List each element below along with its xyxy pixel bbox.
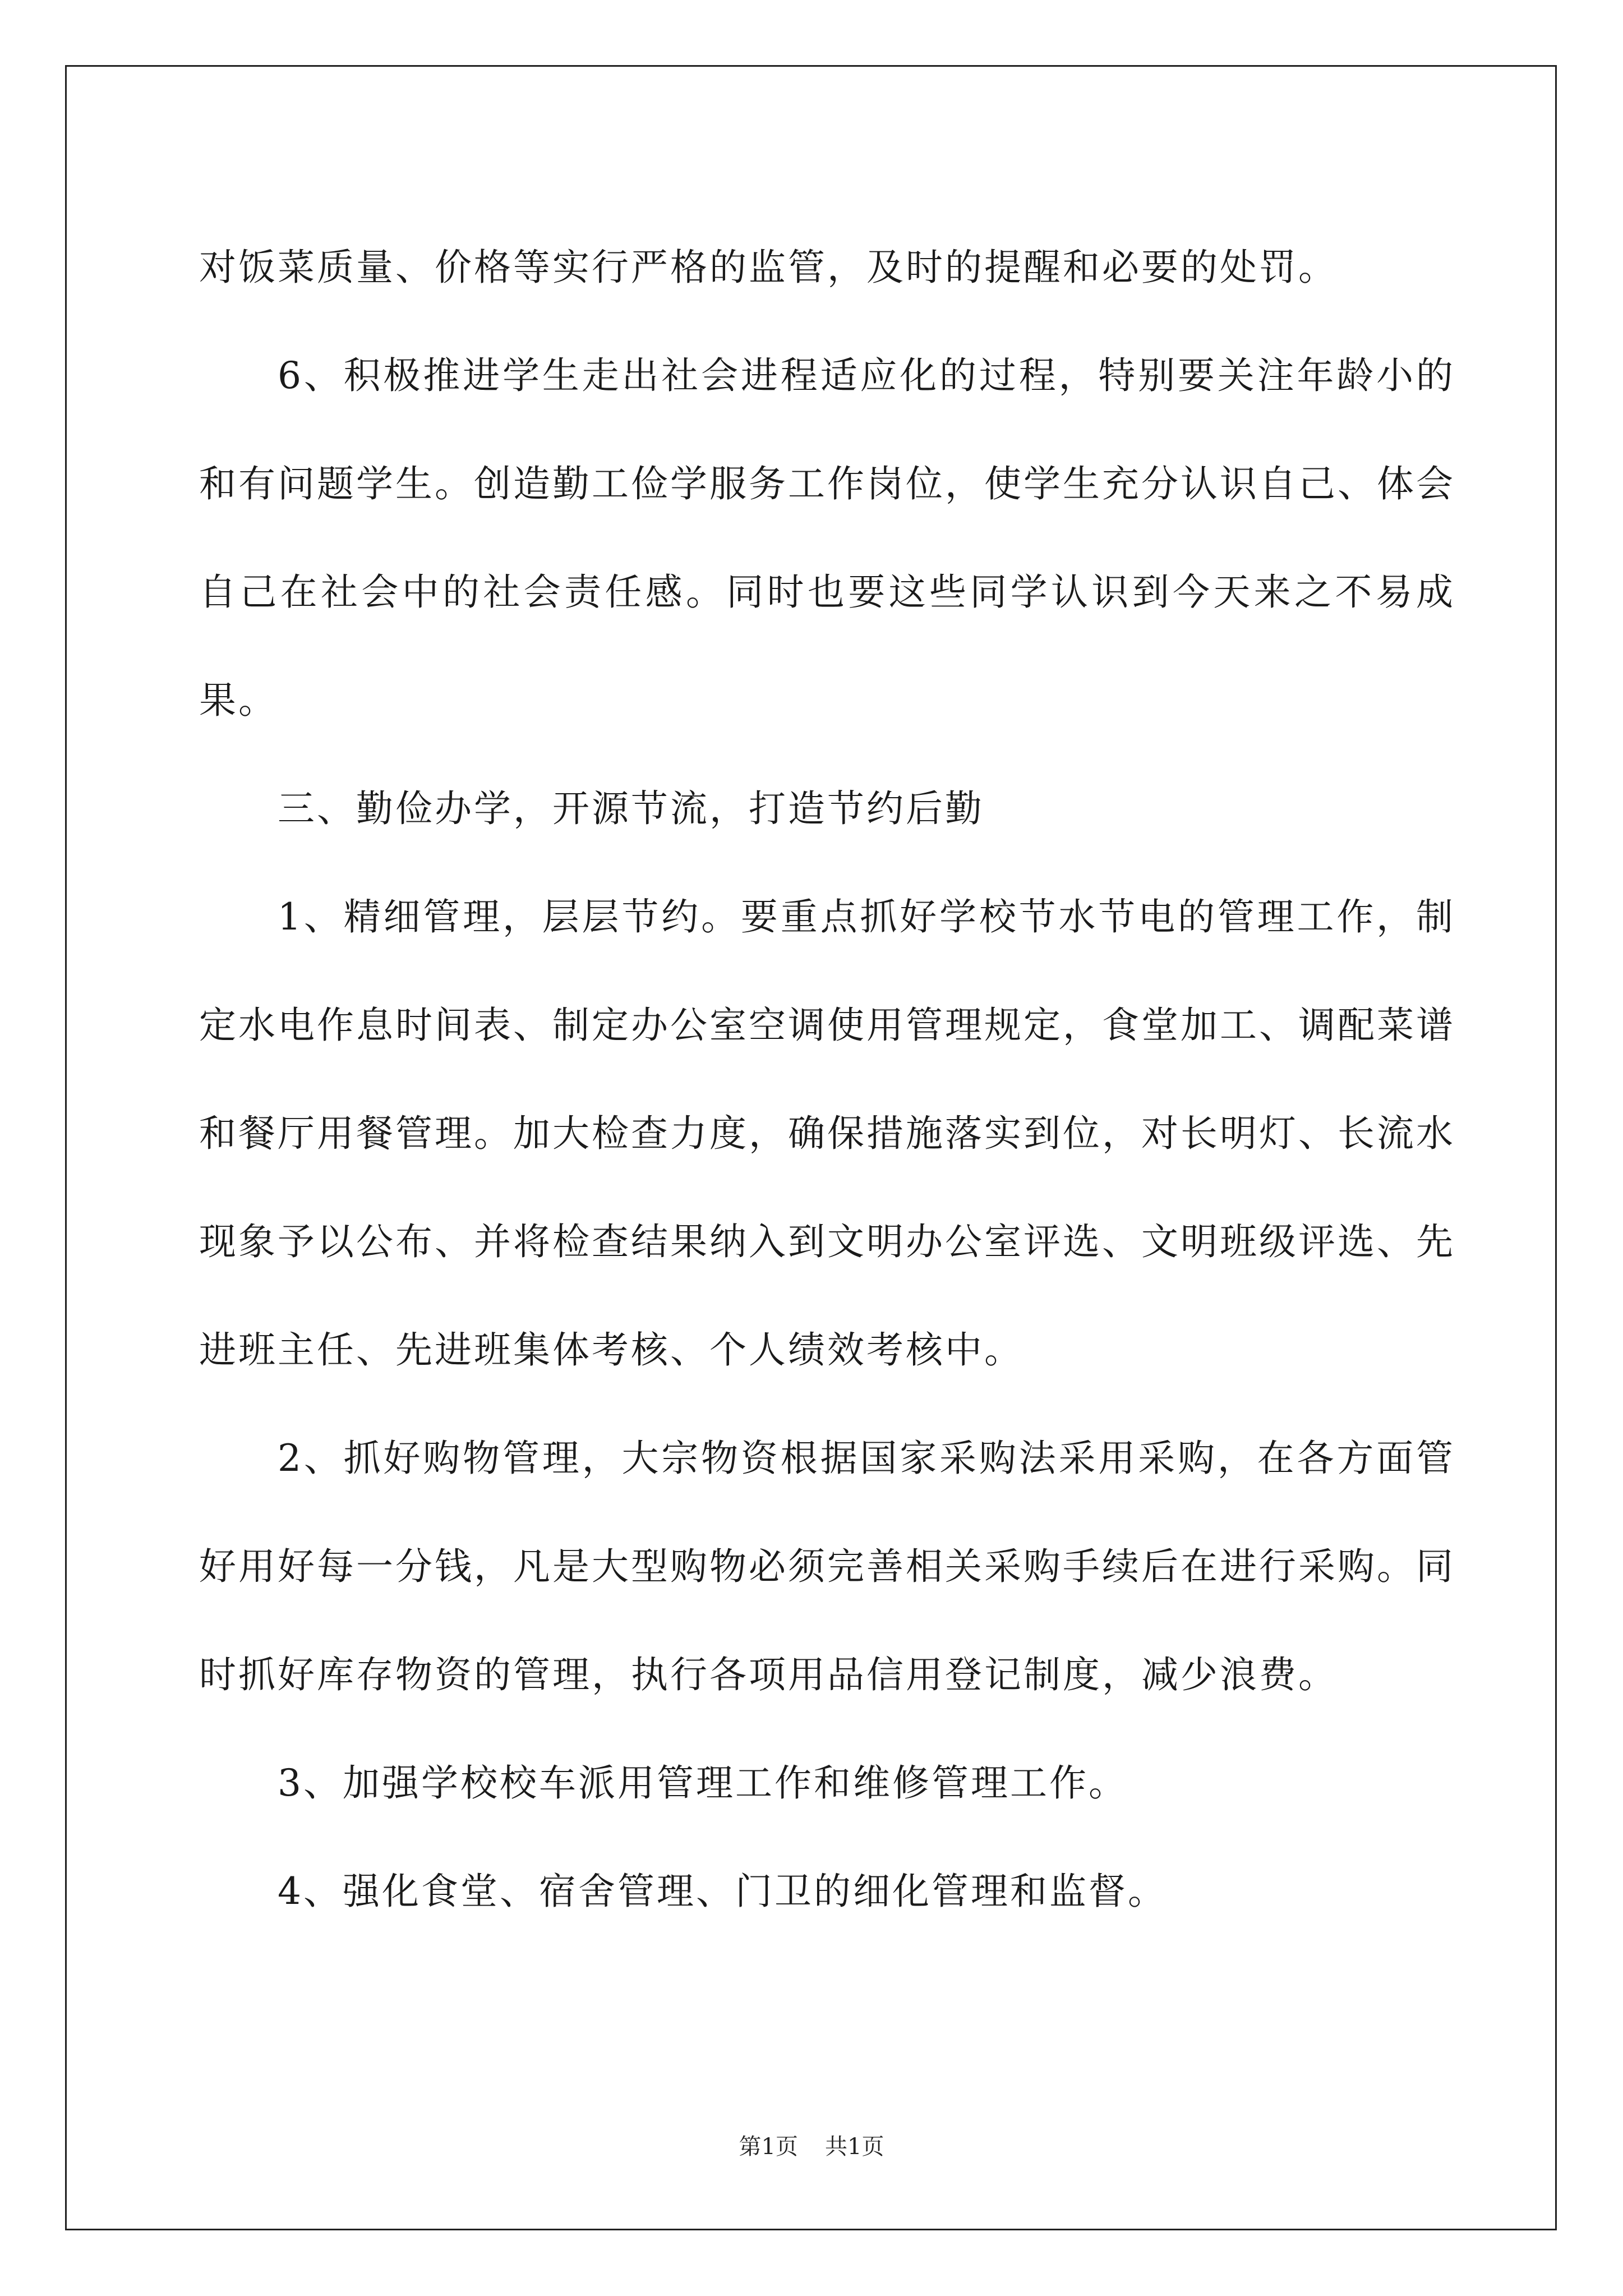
paragraph-3: 1、精细管理，层层节约。要重点抓好学校节水节电的管理工作，制定水电作息时间表、制定办公室空调使用管理规定，食堂加工、调配菜谱和餐厅用餐管理。加大检查力度，确保措施落实到位，对长明灯、长流水现象予以公布、并将检查结果纳入到文明办公室评选、文明班级评选、先进班主任、先进班集体考核、个人绩效考核中。 bbox=[199, 895, 1455, 1372]
paragraph-6: 4、强化食堂、宿舍管理、门卫的细化管理和监督。 bbox=[278, 1870, 1167, 1913]
section-heading: 三、勤俭办学，开源节流，打造节约后勤 bbox=[278, 787, 984, 830]
page-total: 共1页 bbox=[825, 2134, 884, 2160]
page-number: 第1页 bbox=[739, 2134, 798, 2160]
page-footer bbox=[0, 2129, 1623, 2161]
paragraph-5: 3、加强学校校车派用管理工作和维修管理工作。 bbox=[278, 1761, 1128, 1805]
paragraph-2: 6、积极推进学生走出社会进程适应化的过程，特别要关注年龄小的和有问题学生。创造勤工俭学服务工作岗位，使学生充分认识自己、体会自己在社会中的社会责任感。同时也要这些同学认识到今天来之不易成果。 bbox=[199, 354, 1455, 722]
document-body bbox=[199, 213, 1455, 1945]
paragraph-4: 2、抓好购物管理，大宗物资根据国家采购法采用采购，在各方面管好用好每一分钱，凡是大型购物必须完善相关采购手续后在进行采购。同时抓好库存物资的管理，执行各项用品信用登记制度，减少浪费。 bbox=[199, 1437, 1455, 1696]
paragraph-1: 对饭菜质量、价格等实行严格的监管，及时的提醒和必要的处罚。 bbox=[199, 246, 1338, 289]
